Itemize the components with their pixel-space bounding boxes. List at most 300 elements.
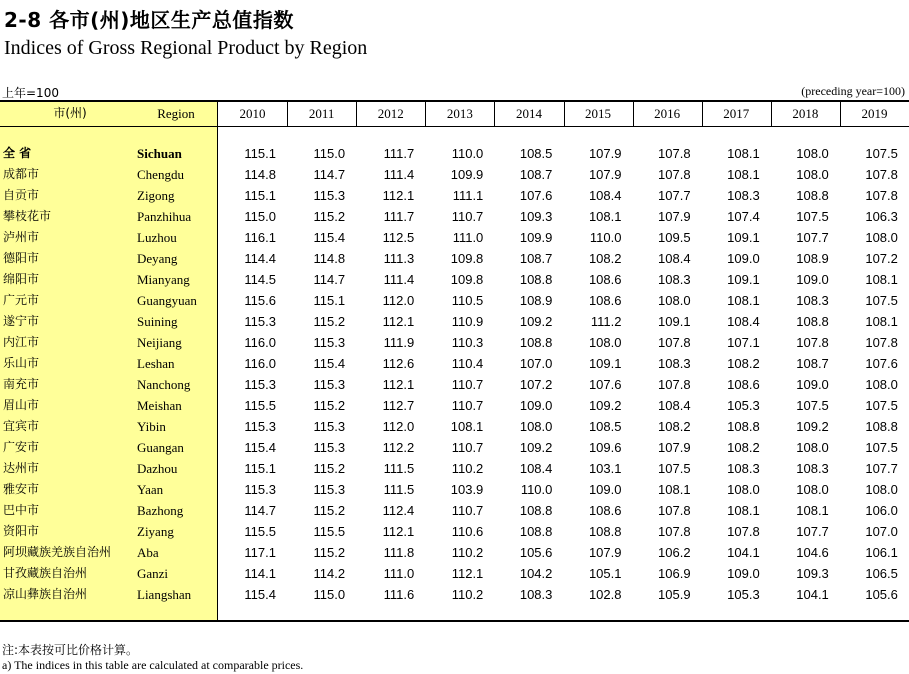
index-value: 115.3 (244, 377, 276, 392)
index-value: 107.7 (796, 230, 829, 245)
index-value: 108.3 (658, 272, 691, 287)
index-value: 115.2 (313, 545, 346, 560)
index-value: 110.5 (451, 293, 484, 308)
header-year-6: 2016 (654, 106, 681, 121)
index-value: 115.5 (244, 524, 276, 539)
index-value: 114.1 (244, 566, 276, 581)
region-name-en: Ziyang (137, 524, 174, 539)
index-value: 108.5 (588, 419, 622, 434)
index-value: 115.0 (244, 209, 276, 224)
index-value: 111.6 (383, 587, 415, 602)
index-value: 106.0 (865, 503, 898, 518)
region-name-en: Bazhong (137, 503, 184, 518)
index-value: 108.4 (727, 314, 760, 329)
index-value: 109.5 (658, 230, 691, 245)
index-value: 105.6 (865, 587, 898, 602)
index-value: 109.9 (519, 230, 553, 245)
index-value: 108.7 (519, 167, 553, 182)
index-value: 108.4 (519, 461, 553, 476)
index-value: 108.0 (796, 482, 829, 497)
index-value: 111.7 (383, 146, 415, 161)
index-value: 114.8 (313, 251, 346, 266)
unit-label-en: (preceding year=100) (801, 84, 905, 98)
index-value: 111.4 (383, 272, 415, 287)
index-value: 110.7 (451, 398, 484, 413)
region-name-cn: 南充市 (3, 377, 40, 391)
index-value: 115.0 (313, 587, 346, 602)
index-value: 112.5 (382, 230, 415, 245)
region-name-en: Guangan (137, 440, 184, 455)
region-name-en: Dazhou (137, 461, 178, 476)
index-value: 115.2 (313, 314, 346, 329)
index-value: 108.0 (865, 377, 898, 392)
header-year-1: 2011 (308, 106, 335, 121)
index-value: 108.1 (727, 503, 760, 518)
index-value: 108.3 (727, 188, 760, 203)
index-value: 114.4 (244, 251, 276, 266)
index-value: 107.9 (588, 167, 622, 182)
index-value: 108.3 (796, 293, 829, 308)
index-value: 110.2 (451, 587, 484, 602)
index-value: 115.5 (313, 524, 346, 539)
index-value: 110.0 (520, 482, 553, 497)
index-value: 110.0 (451, 146, 484, 161)
table-row (0, 311, 909, 332)
header-year-0: 2010 (239, 106, 266, 121)
index-value: 111.5 (383, 482, 415, 497)
index-value: 115.3 (313, 377, 346, 392)
table-row (0, 479, 909, 500)
region-name-en: Liangshan (137, 587, 192, 602)
index-value: 108.8 (519, 335, 553, 350)
index-value: 115.3 (313, 482, 346, 497)
table-title-en: Indices of Gross Regional Product by Region (4, 37, 368, 59)
index-value: 111.9 (383, 335, 415, 350)
index-value: 108.0 (727, 482, 760, 497)
index-value: 112.2 (382, 440, 415, 455)
index-value: 111.3 (383, 251, 415, 266)
footnote-en: a) The indices in this table are calculated at comparable prices. (2, 658, 304, 672)
index-value: 104.1 (796, 587, 829, 602)
index-value: 107.9 (658, 209, 691, 224)
table-header (0, 101, 909, 126)
index-value: 108.8 (865, 419, 898, 434)
index-value: 108.0 (796, 146, 829, 161)
header-year-8: 2018 (792, 106, 819, 121)
region-name-en: Leshan (137, 356, 175, 371)
index-value: 108.6 (588, 272, 622, 287)
index-value: 109.8 (450, 251, 484, 266)
index-value: 108.4 (588, 188, 622, 203)
index-value: 110.9 (451, 314, 484, 329)
index-value: 115.3 (244, 482, 276, 497)
index-value: 109.0 (796, 377, 829, 392)
index-value: 115.1 (313, 293, 346, 308)
index-value: 108.1 (588, 209, 622, 224)
index-value: 107.7 (865, 461, 898, 476)
region-name-cn: 内江市 (3, 335, 40, 349)
index-value: 108.9 (796, 251, 829, 266)
region-name-en: Neijiang (137, 335, 182, 350)
index-value: 107.8 (865, 335, 898, 350)
region-name-cn: 雅安市 (3, 482, 40, 496)
table-row (0, 563, 909, 584)
index-value: 108.2 (658, 419, 691, 434)
index-value: 107.9 (588, 545, 622, 560)
region-name-cn: 巴中市 (3, 503, 40, 517)
region-name-cn: 绵阳市 (3, 272, 40, 286)
index-value: 107.5 (796, 398, 829, 413)
table-row (0, 521, 909, 542)
index-value: 108.8 (796, 314, 829, 329)
index-value: 107.6 (519, 188, 553, 203)
index-value: 115.3 (313, 188, 346, 203)
index-value: 109.1 (588, 356, 622, 371)
index-value: 108.8 (588, 524, 622, 539)
index-value: 107.6 (865, 356, 898, 371)
region-name-cn: 广安市 (3, 440, 40, 454)
index-value: 109.3 (519, 209, 553, 224)
region-name-en: Suining (137, 314, 178, 329)
header-region-cn: 市(州) (53, 106, 87, 120)
index-value: 112.0 (382, 419, 415, 434)
index-value: 107.7 (796, 524, 829, 539)
region-name-cn: 资阳市 (3, 524, 40, 538)
index-value: 109.2 (519, 440, 553, 455)
index-value: 107.5 (865, 293, 898, 308)
index-value: 108.1 (796, 503, 829, 518)
index-value: 115.1 (244, 146, 276, 161)
index-value: 112.4 (382, 503, 415, 518)
region-name-cn: 成都市 (3, 167, 40, 181)
index-value: 107.6 (588, 377, 622, 392)
index-value: 115.5 (244, 398, 276, 413)
table-row (0, 164, 909, 185)
header-year-9: 2019 (861, 106, 888, 121)
index-value: 115.0 (313, 146, 346, 161)
index-value: 104.1 (727, 545, 760, 560)
index-value: 115.1 (244, 188, 276, 203)
region-name-cn: 甘孜藏族自治州 (3, 566, 88, 580)
table-row (0, 500, 909, 521)
index-value: 114.7 (244, 503, 276, 518)
index-value: 108.6 (727, 377, 760, 392)
index-value: 115.4 (313, 230, 346, 245)
index-value: 110.0 (589, 230, 622, 245)
region-name-en: Meishan (137, 398, 182, 413)
table-row (0, 185, 909, 206)
index-value: 109.1 (727, 272, 760, 287)
index-value: 108.1 (865, 314, 898, 329)
region-name-en: Luzhou (137, 230, 177, 245)
index-value: 116.0 (244, 356, 276, 371)
table-row (0, 332, 909, 353)
index-value: 112.6 (382, 356, 415, 371)
table-title-cn: 2-8 各市(州)地区生产总值指数 (4, 8, 294, 32)
index-value: 108.8 (796, 188, 829, 203)
index-value: 110.7 (451, 209, 484, 224)
index-value: 109.2 (519, 314, 553, 329)
index-value: 108.1 (727, 146, 760, 161)
index-value: 107.8 (658, 377, 691, 392)
index-value: 107.8 (658, 335, 691, 350)
region-name-cn: 阿坝藏族羌族自治州 (3, 545, 112, 559)
region-name-cn: 泸州市 (3, 230, 40, 244)
index-value: 107.8 (658, 524, 691, 539)
index-value: 116.0 (244, 335, 276, 350)
table-row (0, 458, 909, 479)
region-name-en: Mianyang (137, 272, 190, 287)
index-value: 108.1 (727, 293, 760, 308)
index-value: 109.0 (727, 566, 760, 581)
index-value: 114.7 (313, 272, 346, 287)
region-name-cn: 遂宁市 (3, 314, 40, 328)
index-value: 107.5 (865, 146, 898, 161)
region-name-en: Sichuan (137, 146, 182, 161)
index-value: 107.5 (796, 209, 829, 224)
index-value: 108.1 (865, 272, 898, 287)
region-name-en: Yibin (137, 419, 166, 434)
index-value: 107.8 (865, 167, 898, 182)
index-value: 107.8 (658, 167, 691, 182)
index-value: 104.2 (519, 566, 553, 581)
index-value: 109.3 (796, 566, 829, 581)
table-row (0, 290, 909, 311)
index-value: 108.7 (519, 251, 553, 266)
region-name-en: Zigong (137, 188, 175, 203)
index-value: 108.4 (658, 398, 691, 413)
index-value: 115.4 (244, 587, 276, 602)
index-value: 103.9 (450, 482, 484, 497)
index-value: 114.2 (313, 566, 346, 581)
index-value: 107.2 (519, 377, 553, 392)
index-value: 109.0 (588, 482, 622, 497)
index-value: 115.2 (313, 398, 346, 413)
index-value: 108.3 (796, 461, 829, 476)
index-value: 105.3 (727, 398, 760, 413)
index-value: 114.5 (244, 272, 276, 287)
index-value: 115.6 (244, 293, 276, 308)
table-row (0, 143, 909, 164)
index-value: 107.8 (796, 335, 829, 350)
index-value: 108.0 (865, 230, 898, 245)
index-value: 107.9 (588, 146, 622, 161)
index-value: 107.1 (727, 335, 760, 350)
table-row (0, 248, 909, 269)
index-value: 110.7 (451, 440, 484, 455)
index-value: 108.8 (519, 272, 553, 287)
index-value: 105.1 (588, 566, 622, 581)
index-value: 111.8 (383, 545, 415, 560)
region-name-en: Nanchong (137, 377, 191, 392)
index-value: 110.2 (451, 461, 484, 476)
header-year-5: 2015 (585, 106, 612, 121)
index-value: 108.4 (658, 251, 691, 266)
index-value: 108.8 (519, 524, 553, 539)
index-value: 115.3 (313, 440, 346, 455)
index-value: 106.3 (865, 209, 898, 224)
index-value: 108.0 (796, 167, 829, 182)
index-value: 112.1 (382, 314, 415, 329)
index-value: 105.6 (519, 545, 553, 560)
header-year-7: 2017 (723, 106, 750, 121)
index-value: 107.5 (658, 461, 691, 476)
table-row (0, 416, 909, 437)
index-value: 108.6 (588, 503, 622, 518)
index-value: 109.0 (727, 251, 760, 266)
index-value: 107.0 (865, 524, 898, 539)
index-value: 109.2 (588, 398, 622, 413)
index-value: 112.1 (382, 188, 415, 203)
index-value: 110.4 (451, 356, 484, 371)
index-value: 108.2 (727, 440, 760, 455)
index-value: 108.0 (796, 440, 829, 455)
index-value: 107.9 (658, 440, 691, 455)
index-value: 115.4 (313, 356, 346, 371)
region-name-cn: 攀枝花市 (3, 209, 52, 223)
index-value: 112.1 (382, 524, 415, 539)
index-value: 108.0 (658, 293, 691, 308)
index-value: 115.3 (244, 314, 276, 329)
index-value: 110.6 (451, 524, 484, 539)
index-value: 108.3 (727, 461, 760, 476)
index-value: 111.0 (383, 566, 415, 581)
region-name-cn: 宜宾市 (3, 419, 40, 433)
region-name-cn: 凉山彝族自治州 (3, 587, 88, 601)
table-row (0, 353, 909, 374)
region-name-en: Ganzi (137, 566, 169, 581)
index-value: 108.7 (796, 356, 829, 371)
index-value: 108.9 (519, 293, 553, 308)
index-value: 115.3 (244, 419, 276, 434)
index-value: 115.4 (244, 440, 276, 455)
index-value: 109.2 (796, 419, 829, 434)
region-name-en: Chengdu (137, 167, 184, 182)
index-value: 107.8 (865, 188, 898, 203)
header-year-2: 2012 (377, 106, 404, 121)
index-value: 107.2 (865, 251, 898, 266)
index-value: 108.2 (727, 356, 760, 371)
index-value: 115.2 (313, 461, 346, 476)
index-value: 112.1 (451, 566, 484, 581)
table-row (0, 374, 909, 395)
table-row (0, 542, 909, 563)
region-name-cn: 眉山市 (3, 398, 40, 412)
region-name-cn: 自贡市 (3, 188, 40, 202)
index-value: 106.2 (658, 545, 691, 560)
region-name-cn: 全 省 (3, 146, 32, 160)
index-value: 107.8 (658, 503, 691, 518)
header-bottom-rule (0, 126, 909, 127)
index-value: 108.1 (658, 482, 691, 497)
index-value: 115.2 (313, 503, 346, 518)
region-name-cn: 德阳市 (3, 251, 40, 265)
index-value: 107.5 (865, 440, 898, 455)
index-value: 107.8 (658, 146, 691, 161)
header-year-4: 2014 (515, 106, 542, 121)
index-value: 103.1 (588, 461, 622, 476)
index-value: 107.8 (727, 524, 760, 539)
index-value: 108.3 (658, 356, 691, 371)
index-value: 108.1 (727, 167, 760, 182)
region-name-cn: 广元市 (3, 293, 40, 307)
index-value: 111.5 (383, 461, 415, 476)
index-value: 106.9 (658, 566, 691, 581)
index-value: 107.7 (658, 188, 691, 203)
table-row (0, 584, 909, 605)
index-value: 111.2 (590, 314, 622, 329)
index-value: 109.1 (727, 230, 760, 245)
index-value: 114.8 (244, 167, 276, 182)
table-row (0, 227, 909, 248)
region-name-en: Guangyuan (137, 293, 197, 308)
index-value: 111.4 (383, 167, 415, 182)
index-value: 108.0 (519, 419, 553, 434)
region-name-cn: 乐山市 (3, 356, 40, 370)
header-region-en: Region (157, 106, 195, 121)
index-value: 109.6 (588, 440, 622, 455)
index-value: 108.8 (727, 419, 760, 434)
unit-label-cn: 上年=100 (2, 86, 59, 100)
index-value: 112.1 (382, 377, 415, 392)
region-name-en: Aba (137, 545, 159, 560)
index-value: 111.0 (452, 230, 484, 245)
region-name-en: Panzhihua (137, 209, 192, 224)
index-value: 115.3 (313, 335, 346, 350)
region-name-cn: 达州市 (3, 461, 40, 475)
index-value: 110.7 (451, 503, 484, 518)
index-value: 114.7 (313, 167, 346, 182)
region-name-en: Yaan (137, 482, 164, 497)
index-value: 104.6 (796, 545, 829, 560)
index-value: 105.3 (727, 587, 760, 602)
index-value: 107.5 (865, 398, 898, 413)
index-value: 110.7 (451, 377, 484, 392)
index-value: 106.5 (865, 566, 898, 581)
index-value: 109.8 (450, 272, 484, 287)
index-value: 102.8 (588, 587, 622, 602)
index-value: 106.1 (865, 545, 898, 560)
index-value: 115.1 (244, 461, 276, 476)
index-value: 107.0 (519, 356, 553, 371)
index-value: 109.0 (796, 272, 829, 287)
index-value: 111.7 (383, 209, 415, 224)
index-value: 108.5 (519, 146, 553, 161)
table-row (0, 437, 909, 458)
index-value: 116.1 (244, 230, 276, 245)
index-value: 108.0 (588, 335, 622, 350)
index-value: 108.1 (450, 419, 484, 434)
index-value: 110.3 (451, 335, 484, 350)
index-value: 111.1 (452, 188, 484, 203)
index-value: 109.9 (450, 167, 484, 182)
index-value: 108.6 (588, 293, 622, 308)
index-value: 112.7 (382, 398, 415, 413)
index-value: 108.0 (865, 482, 898, 497)
index-value: 108.2 (588, 251, 622, 266)
index-value: 105.9 (658, 587, 691, 602)
index-value: 107.4 (727, 209, 760, 224)
index-value: 115.2 (313, 209, 346, 224)
region-name-en: Deyang (137, 251, 178, 266)
header-year-3: 2013 (446, 106, 473, 121)
index-value: 108.3 (519, 587, 553, 602)
index-value: 112.0 (382, 293, 415, 308)
table-row (0, 395, 909, 416)
index-value: 117.1 (244, 545, 276, 560)
table-bottom-rule (0, 620, 909, 622)
index-value: 109.0 (519, 398, 553, 413)
